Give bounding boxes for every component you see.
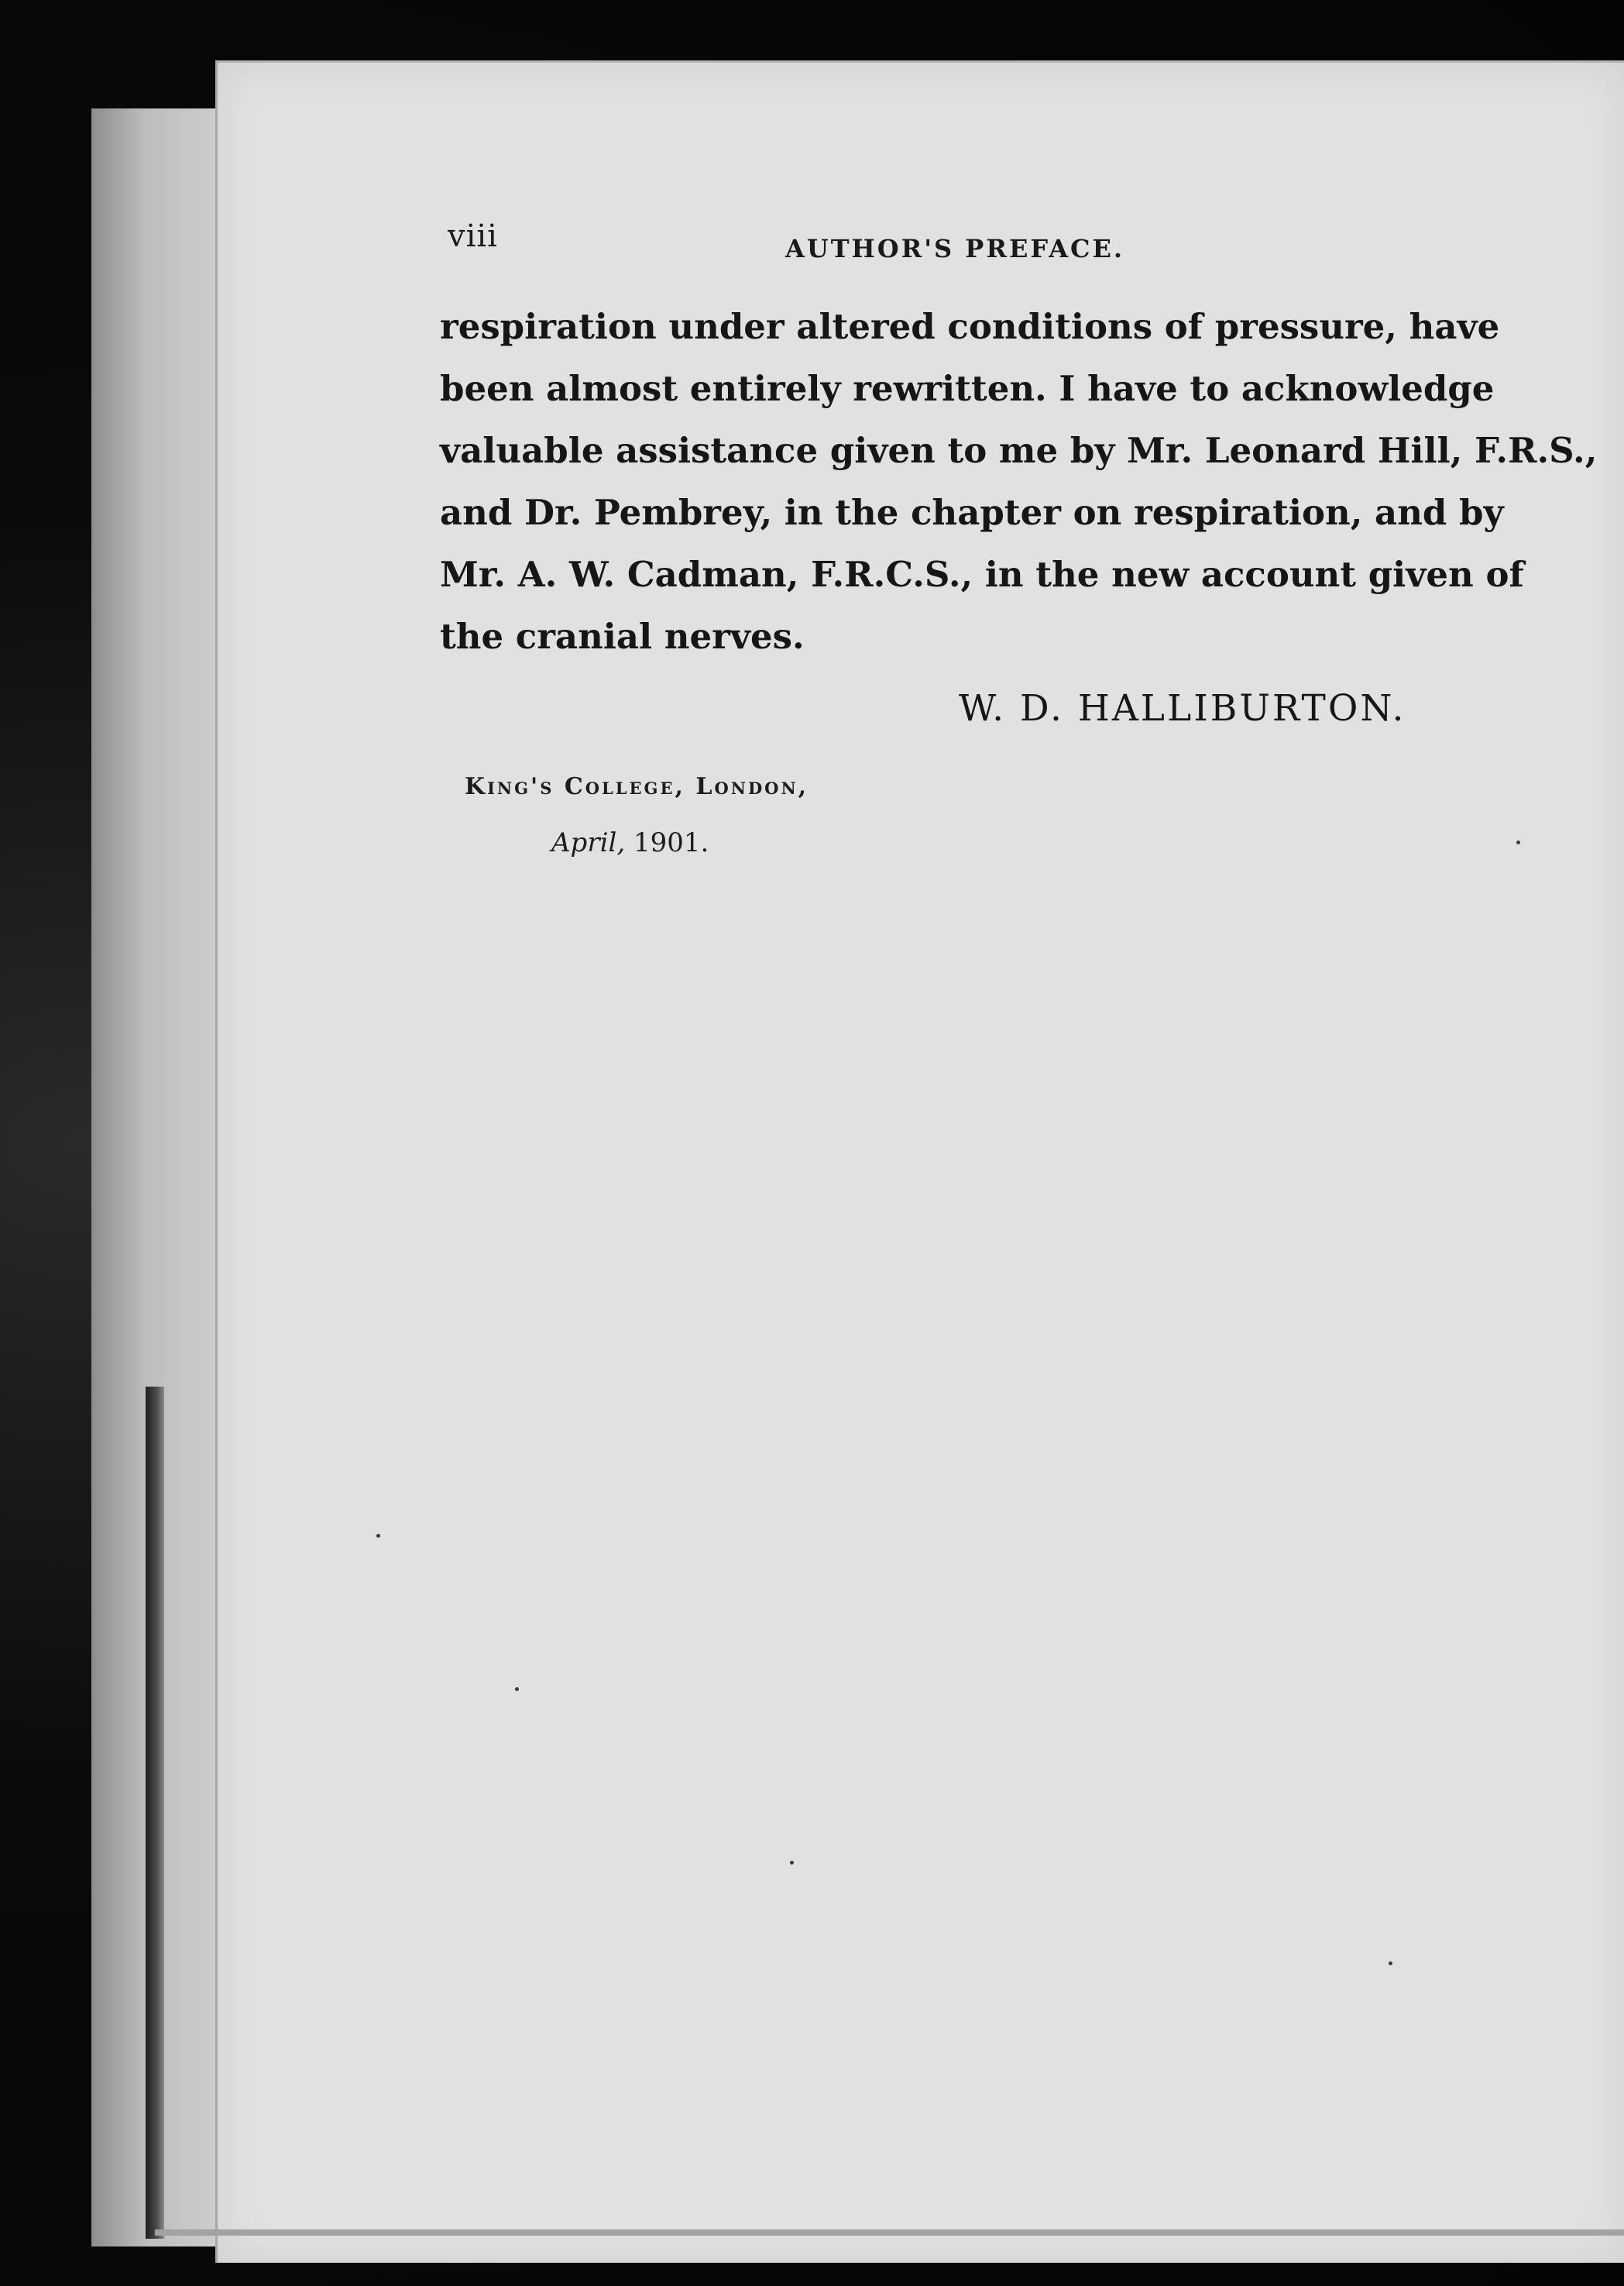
body-line: Mr. A. W. Cadman, F.R.C.S., in the new account given of: [440, 554, 1524, 595]
place-line: King's College, London,: [465, 773, 809, 800]
dust-speck: [1516, 840, 1520, 844]
binding-shadow: [146, 1387, 164, 2239]
dust-speck: [790, 1861, 794, 1865]
page-bottom-edge: [155, 2229, 1624, 2236]
running-head: AUTHOR'S PREFACE.: [785, 234, 1125, 263]
author-signature: W. D. HALLIBURTON.: [959, 687, 1406, 730]
dust-speck: [515, 1687, 519, 1691]
body-line: valuable assistance given to me by Mr. Leonard Hill, F.R.S.,: [440, 430, 1598, 471]
body-line: and Dr. Pembrey, in the chapter on respiration, and by: [440, 492, 1504, 533]
body-line: the cranial nerves.: [440, 616, 805, 657]
date-month: April,: [551, 827, 626, 858]
body-line: respiration under altered conditions of pressure, have: [440, 306, 1500, 347]
dust-speck: [1389, 1961, 1392, 1965]
date-line: [551, 827, 709, 858]
page-number: viii: [448, 218, 498, 254]
date-year: 1901.: [633, 827, 709, 858]
body-line: been almost entirely rewritten. I have to acknowledge: [440, 368, 1495, 409]
dust-speck: [376, 1534, 380, 1538]
